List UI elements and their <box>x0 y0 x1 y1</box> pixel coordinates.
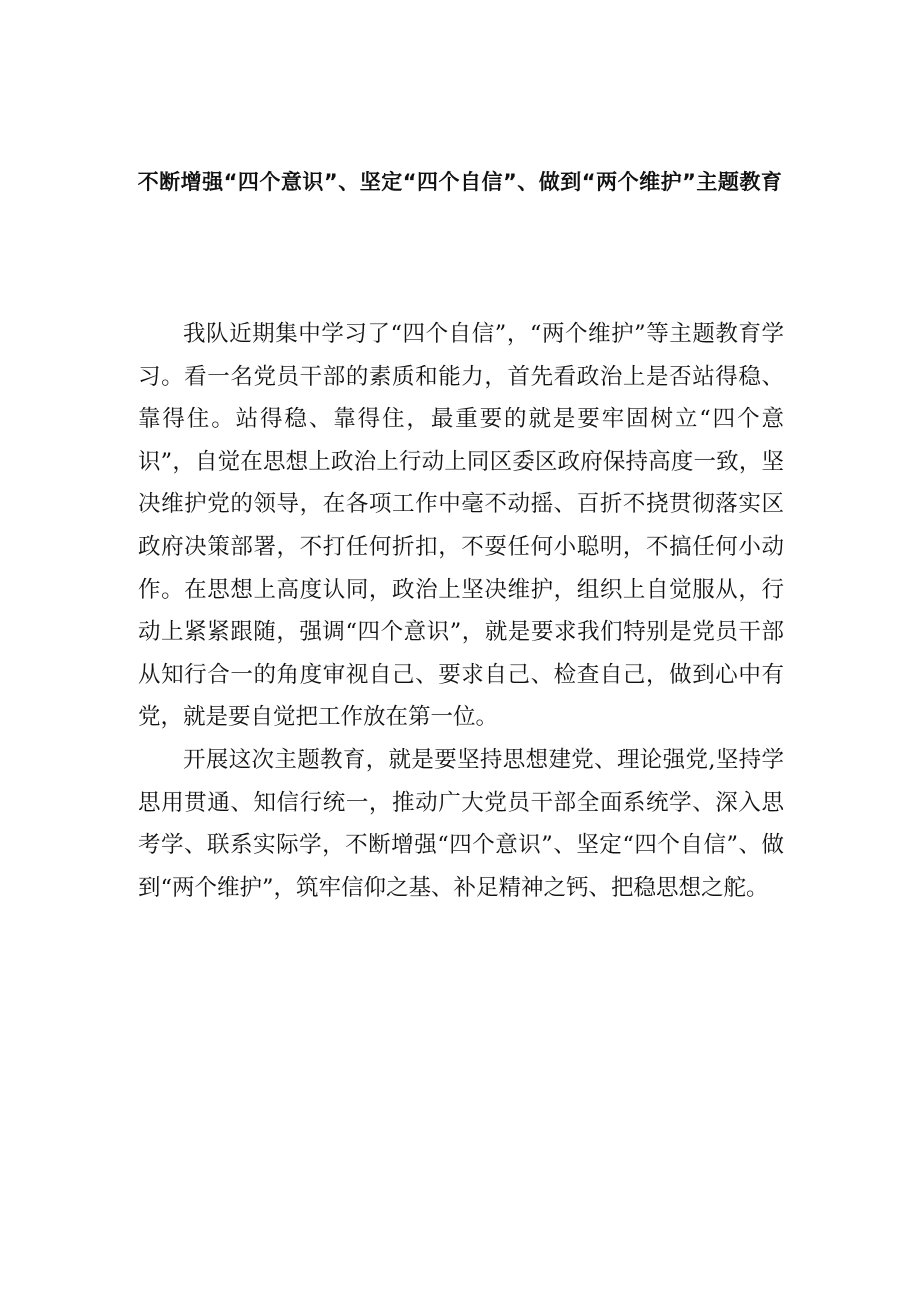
paragraph-2: 开展这次主题教育，就是要坚持思想建党、理论强党,坚持学思用贯通、知信行统一，推动广大党员干部全面系统学、深入思考学、联系实际学，不断增强“四个意识”、坚定“四个自信”、做到“两个维护”，筑牢信仰之基、补足精神之钙、把稳思想之舵。 <box>138 746 784 901</box>
document-body <box>138 313 784 909</box>
paragraph-1: 我队近期集中学习了“四个自信”，“两个维护”等主题教育学习。看一名党员干部的素质和能力，首先看政治上是否站得稳、靠得住。站得稳、靠得住，最重要的就是要牢固树立“四个意识”，自觉在思想上政治上行动上同区委区政府保持高度一致，坚决维护党的领导，在各项工作中毫不动摇、百折不挠贯彻落实区政府决策部署，不打任何折扣，不耍任何小聪明，不搞任何小动作。在思想上高度认同，政治上坚决维护，组织上自觉服从，行动上紧紧跟随，强调“四个意识”，就是要求我们特别是党员干部从知行合一的角度审视自己、要求自己、检查自己，做到心中有党，就是要自觉把工作放在第一位。 <box>138 321 784 731</box>
document-title: 不断增强“四个意识”、坚定“四个自信”、做到“两个维护”主题教育 <box>137 170 783 194</box>
